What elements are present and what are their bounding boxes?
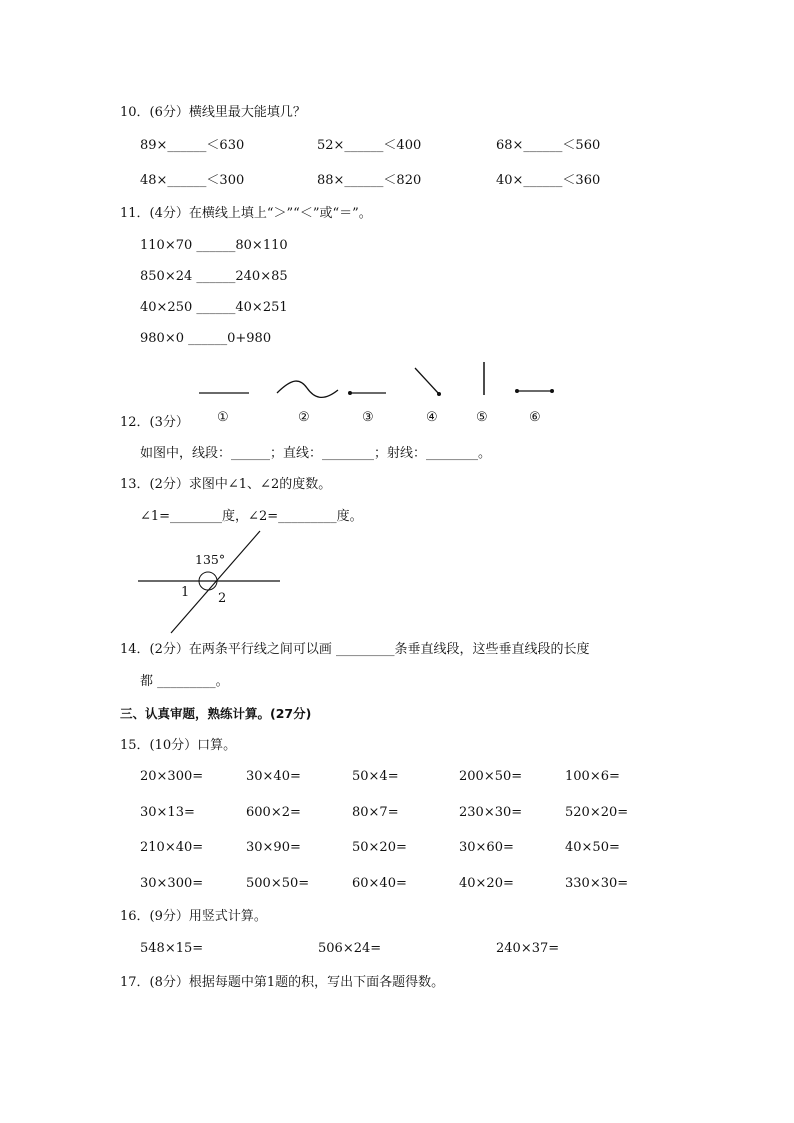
q10-item: 89×______＜630 [140,138,245,153]
calc-item: 30×300= [140,876,204,891]
q10-item: 52×______＜400 [317,138,422,153]
calc-item: 230×30= [459,805,523,820]
q11-item: 850×24 ______240×85 [140,269,288,284]
calc-item: 60×40= [352,876,407,891]
angle-1-label: 1 [181,585,190,600]
q11-item: 980×0 ______0+980 [140,331,272,346]
q10-item: 88×______＜820 [317,173,422,188]
q11-title: 11．(4分）在横线上填上“＞”“＜”或“＝”。 [120,206,372,221]
figure-6-endpoint [515,389,519,393]
q11-item: 110×70 ______80×110 [140,238,288,253]
vertical-calc-item: 240×37= [496,941,560,956]
section-title: 三、认真审题，熟练计算。(27分) [120,706,312,721]
calc-item: 30×60= [459,840,514,855]
q14-line1: 14．(2分）在两条平行线之间可以画 _________条垂直线段，这些垂直线段的长度 [120,642,590,657]
q17-title: 17．(8分）根据每题中第1题的积，写出下面各题得数。 [120,975,445,990]
q10-item: 40×______＜360 [496,173,601,188]
calc-item: 200×50= [459,769,523,784]
q14-line2: 都 _________。 [140,674,229,689]
calc-item: 50×20= [352,840,407,855]
calc-item: 100×6= [565,769,620,784]
figure-label: ① [217,410,229,425]
calc-item: 50×4= [352,769,399,784]
calc-item: 520×20= [565,805,629,820]
figure-label: ④ [426,410,438,425]
slanted-line [171,531,260,633]
calc-item: 30×90= [246,840,301,855]
line-figures [199,362,554,397]
calc-item: 500×50= [246,876,310,891]
calc-item: 30×13= [140,805,195,820]
q10-item: 48×______＜300 [140,173,245,188]
calc-item: 210×40= [140,840,204,855]
calc-item: 40×50= [565,840,620,855]
calc-item: 40×20= [459,876,514,891]
figure-label: ⑤ [476,410,488,425]
calc-item: 20×300= [140,769,204,784]
q15-title: 15．(10分）口算。 [120,738,237,753]
q11-item: 40×250 ______40×251 [140,300,288,315]
q12-title: 12．(3分） [120,415,189,430]
q12-question: 如图中，线段：______；直线：________；射线：________。 [140,446,492,461]
figure-label: ⑥ [529,410,541,425]
angle-label: 135° [195,552,226,567]
vertical-calc-item: 548×15= [140,941,204,956]
figure-4-ray [415,368,439,394]
q16-title: 16．(9分）用竖式计算。 [120,909,267,924]
vertical-calc-item: 506×24= [318,941,382,956]
angle-2-label: 2 [218,591,227,606]
q10-item: 68×______＜560 [496,138,601,153]
figure-label: ③ [362,410,374,425]
figure-6-endpoint [550,389,554,393]
q13-answer: ∠1=________度，∠2=_________度。 [140,509,363,524]
figure-2-wave [277,381,338,397]
q13-title: 13．(2分）求图中∠1、∠2的度数。 [120,477,332,492]
angle-figure [138,531,280,633]
figure-4-endpoint [437,392,441,396]
calc-item: 80×7= [352,805,399,820]
calc-item: 30×40= [246,769,301,784]
calc-item: 330×30= [565,876,629,891]
calc-item: 600×2= [246,805,301,820]
q10-title: 10．(6分）横线里最大能填几？ [120,105,306,120]
figure-label: ② [298,410,310,425]
